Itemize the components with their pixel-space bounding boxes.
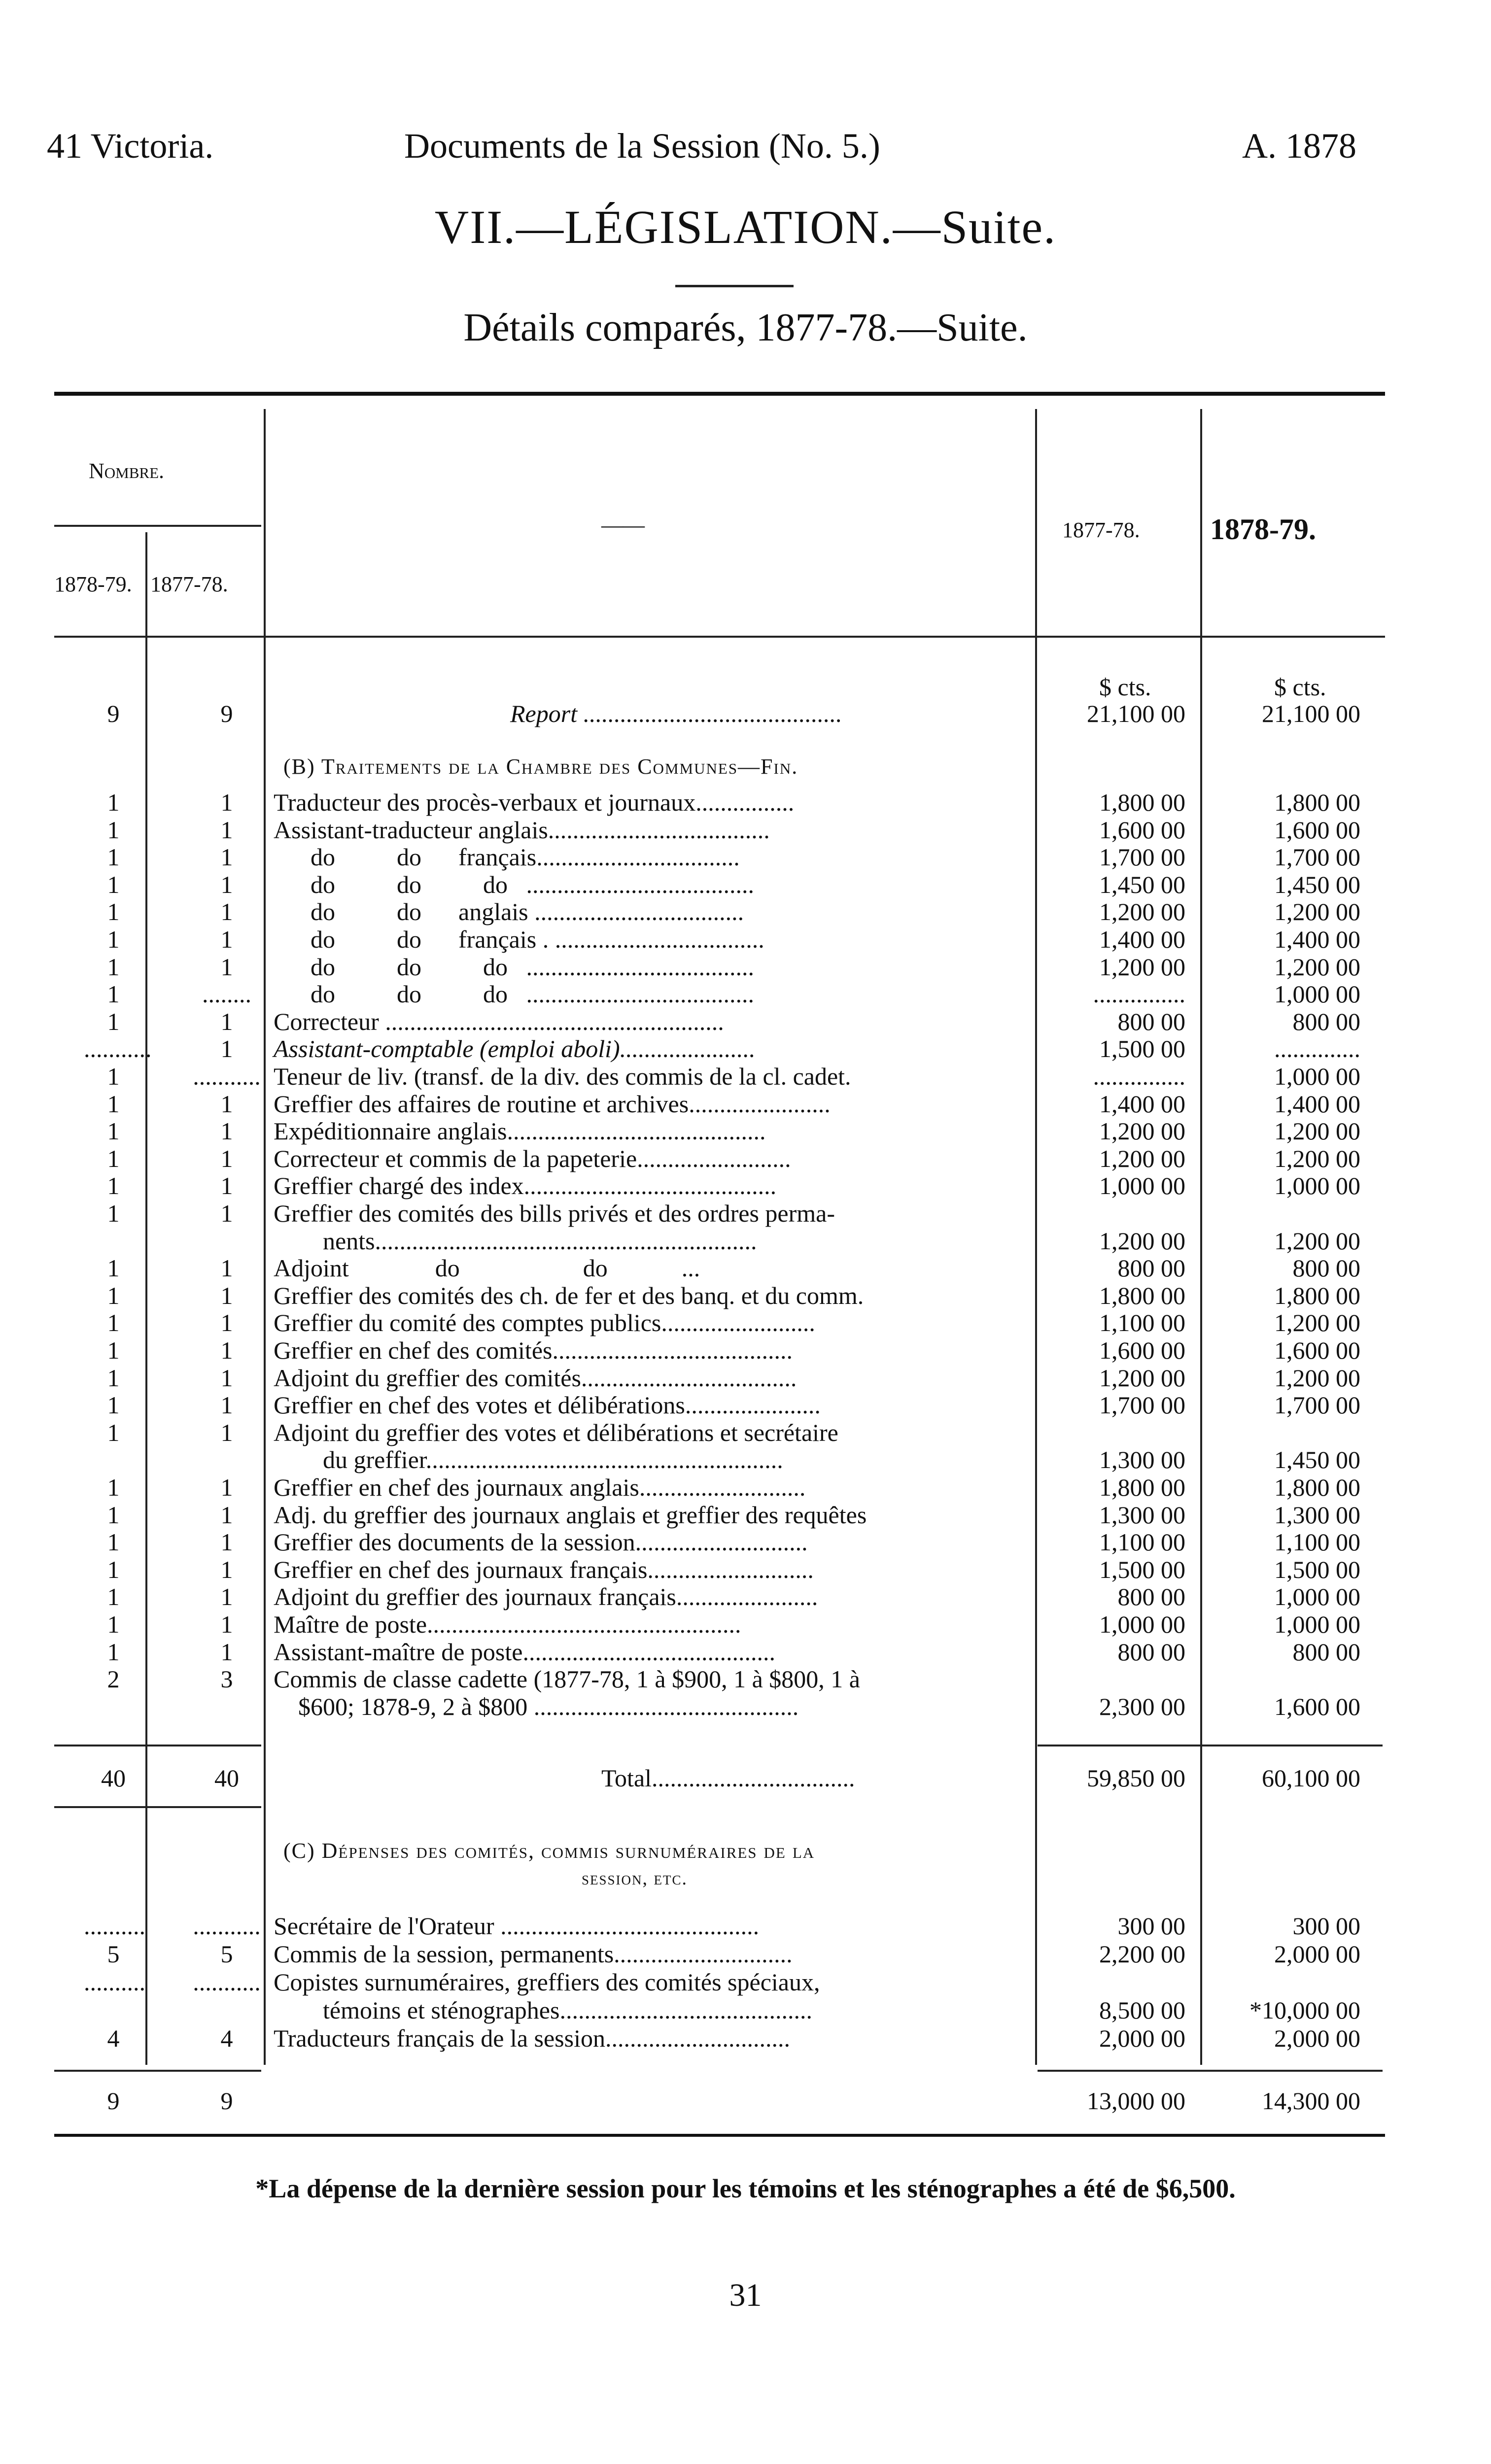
table-row — [0, 1473, 1491, 1501]
table-row — [0, 1282, 1491, 1309]
amount-1877: 1,100 00 — [1099, 1528, 1185, 1556]
count-1878: 1 — [107, 1090, 120, 1118]
count-1877: 1 — [220, 1281, 233, 1309]
amount-1877: 1,200 00 — [1099, 1117, 1185, 1145]
table-row — [0, 1912, 1491, 1940]
amount-1878: 1,000 00 — [1274, 980, 1360, 1008]
header-bottom-rule — [54, 636, 1385, 638]
row-label: Commis de la session, permanents............................. — [274, 1940, 793, 1968]
amount-1878: *10,000 00 — [1249, 1996, 1360, 2024]
count-1877: 4 — [220, 2024, 233, 2052]
amount-1877: 2,300 00 — [1099, 1692, 1185, 1720]
amount-1878: 1,200 00 — [1274, 953, 1360, 981]
amount-1877: 1,000 00 — [1099, 1610, 1185, 1638]
row-label: nents.............................................................. — [274, 1227, 757, 1255]
count-1878: 1 — [107, 1418, 120, 1446]
amount-1877: 1,100 00 — [1099, 1309, 1185, 1337]
table-top-rule — [54, 392, 1385, 396]
amount-1878: 800 00 — [1292, 1007, 1360, 1035]
row-label: Greffier en chef des journaux anglais........................... — [274, 1473, 806, 1501]
count-1878: 1 — [107, 898, 120, 926]
count-1878: 1 — [107, 1528, 120, 1556]
count-1878: .......... — [84, 1968, 145, 1996]
count-1877: 1 — [220, 1035, 233, 1063]
count-1877: 1 — [220, 1090, 233, 1118]
table-row — [0, 1940, 1491, 1968]
row-label: $600; 1878-9, 2 à $800 ........................................... — [274, 1692, 799, 1720]
amount-1877: 800 00 — [1117, 1007, 1185, 1035]
amount-1877: 1,800 00 — [1099, 1473, 1185, 1501]
count-1878: 1 — [107, 1062, 120, 1090]
unit-1877: $ cts. — [1099, 673, 1151, 701]
total-c-count-1878: 9 — [107, 2087, 120, 2115]
count-1878: 1 — [107, 1144, 120, 1172]
total-c-row — [0, 2087, 1491, 2115]
count-1878: 1 — [107, 1501, 120, 1529]
total-b-rule-left — [54, 1745, 261, 1746]
table-row — [0, 898, 1491, 925]
row-label: Assistant-comptable (emploi aboli)...................... — [274, 1035, 756, 1063]
table-row — [0, 843, 1491, 871]
amount-1877: 1,600 00 — [1099, 816, 1185, 844]
amount-1878: 300 00 — [1292, 1912, 1360, 1940]
row-label: Teneur de liv. (transf. de la div. des commis de la cl. cadet. — [274, 1062, 851, 1090]
count-1877: 1 — [220, 1501, 233, 1529]
row-label: Greffier des comités des bills privés et des ordres perma- — [274, 1199, 835, 1227]
amount-1877: 1,300 00 — [1099, 1446, 1185, 1474]
count-1878: 1 — [107, 1007, 120, 1035]
count-1877: 1 — [220, 870, 233, 898]
count-1878: 1 — [107, 870, 120, 898]
row-label: Report .......................................... — [510, 700, 842, 727]
amount-1877: 1,400 00 — [1099, 1090, 1185, 1118]
row-label: Adjoint du greffier des comités................................... — [274, 1364, 797, 1392]
row-label: Adj. du greffier des journaux anglais et greffier des requêtes — [274, 1501, 867, 1529]
count-1878: 1 — [107, 1254, 120, 1282]
amount-1878: 800 00 — [1292, 1638, 1360, 1666]
amount-1878: 1,000 00 — [1274, 1062, 1360, 1090]
count-1878: 1 — [107, 843, 120, 871]
count-1878: 9 — [107, 700, 120, 727]
header-right: A. 1878 — [1242, 126, 1356, 166]
count-1877: 1 — [220, 1473, 233, 1501]
count-1877: 1 — [220, 1638, 233, 1666]
count-1877: 1 — [220, 1117, 233, 1145]
amount-1878: 800 00 — [1292, 1254, 1360, 1282]
row-label: Greffier des documents de la session............................ — [274, 1528, 808, 1556]
amount-1877: 1,200 00 — [1099, 1227, 1185, 1255]
amount-1878: 1,600 00 — [1274, 1692, 1360, 1720]
row-label: Traducteurs français de la session.............................. — [274, 2024, 790, 2052]
amount-1877: 1,400 00 — [1099, 925, 1185, 953]
count-1877: 1 — [220, 925, 233, 953]
amount-1877: 1,500 00 — [1099, 1035, 1185, 1063]
amount-1878: 1,700 00 — [1274, 1391, 1360, 1419]
count-1878: 1 — [107, 953, 120, 981]
table-row — [0, 1364, 1491, 1392]
count-1877: 1 — [220, 1583, 233, 1611]
table-row — [0, 700, 1491, 727]
table-row — [0, 1309, 1491, 1336]
amount-1877: ............... — [1093, 980, 1185, 1008]
count-1877: 5 — [220, 1940, 233, 1968]
count-1878: 1 — [107, 1281, 120, 1309]
total-b-label: Total................................. — [601, 1764, 855, 1792]
count-1878: 4 — [107, 2024, 120, 2052]
row-label: Expéditionnaire anglais.......................................... — [274, 1117, 766, 1145]
table-row — [0, 1446, 1491, 1473]
count-1877: 1 — [220, 1528, 233, 1556]
row-label: Greffier en chef des votes et délibérations...................... — [274, 1391, 821, 1419]
count-1878: 1 — [107, 980, 120, 1008]
table-row — [0, 816, 1491, 844]
row-label: Commis de classe cadette (1877-78, 1 à $900, 1 à $800, 1 à — [274, 1665, 860, 1693]
amount-1878: 1,600 00 — [1274, 816, 1360, 844]
total-c-rule-right — [1038, 2070, 1383, 2072]
amount-1877: 1,600 00 — [1099, 1336, 1185, 1364]
table-row — [0, 1035, 1491, 1062]
footnote: *La dépense de la dernière session pour les témoins et les sténographes a été de $6,500. — [255, 2174, 1236, 2203]
amount-1877: 1,800 00 — [1099, 1281, 1185, 1309]
table-row — [0, 1391, 1491, 1419]
count-1877: 1 — [220, 788, 233, 816]
amount-1878: 21,100 00 — [1262, 700, 1360, 727]
table-row — [0, 788, 1491, 816]
table-row — [0, 1665, 1491, 1693]
header-center: Documents de la Session (No. 5.) — [404, 126, 880, 166]
row-label: Greffier du comité des comptes publics......................... — [274, 1309, 815, 1337]
count-1877: 1 — [220, 816, 233, 844]
amount-1877: 800 00 — [1117, 1638, 1185, 1666]
col-header-1878-79-amount: 1878-79. — [1210, 513, 1316, 546]
amount-1877: 1,500 00 — [1099, 1555, 1185, 1583]
amount-1877: 8,500 00 — [1099, 1996, 1185, 2024]
col-header-nombre: Nombre. — [89, 459, 165, 483]
section-c-heading-2: session, etc. — [582, 1868, 688, 1889]
count-1877: 3 — [220, 1665, 233, 1693]
total-c-count-1877: 9 — [220, 2087, 233, 2115]
count-1877: 1 — [220, 1555, 233, 1583]
table-row — [0, 1968, 1491, 1996]
table-row — [0, 925, 1491, 953]
total-b-row — [0, 1764, 1491, 1792]
amount-1878: 1,400 00 — [1274, 925, 1360, 953]
table-row — [0, 1090, 1491, 1118]
table-row — [0, 1227, 1491, 1255]
count-1878: 1 — [107, 1638, 120, 1666]
amount-1877: 1,000 00 — [1099, 1172, 1185, 1200]
amount-1877: 300 00 — [1117, 1912, 1185, 1940]
count-1878: 1 — [107, 1473, 120, 1501]
table-row — [0, 1008, 1491, 1035]
amount-1878: 1,000 00 — [1274, 1172, 1360, 1200]
count-1877: ........... — [193, 1968, 261, 1996]
total-b-count-1877: 40 — [214, 1764, 239, 1792]
count-1878: 1 — [107, 1336, 120, 1364]
table-row — [0, 1199, 1491, 1227]
table-row — [0, 871, 1491, 898]
amount-1878: 1,450 00 — [1274, 1446, 1360, 1474]
count-1877: ........... — [193, 1062, 261, 1090]
table-row — [0, 1145, 1491, 1172]
row-label: Maître de poste................................................... — [274, 1610, 741, 1638]
page-subtitle: Détails comparés, 1877-78.—Suite. — [463, 306, 1028, 349]
row-label: Assistant-traducteur anglais.................................... — [274, 816, 770, 844]
amount-1878: 1,300 00 — [1274, 1501, 1360, 1529]
unit-1878: $ cts. — [1274, 673, 1326, 701]
table-row — [0, 2024, 1491, 2052]
nombre-rule — [54, 525, 261, 527]
table-row — [0, 1254, 1491, 1282]
amount-1877: 1,800 00 — [1099, 788, 1185, 816]
row-label: Correcteur ....................................................... — [274, 1007, 724, 1035]
count-1877: 1 — [220, 1336, 233, 1364]
amount-1878: .............. — [1274, 1035, 1360, 1063]
count-1878: 2 — [107, 1665, 120, 1693]
count-1878: 1 — [107, 1117, 120, 1145]
row-label: Adjoint du greffier des journaux français....................... — [274, 1583, 818, 1611]
amount-1878: 1,400 00 — [1274, 1090, 1360, 1118]
col-header-1877-78-amount: 1877-78. — [1062, 518, 1140, 542]
count-1877: 1 — [220, 1254, 233, 1282]
row-label: Greffier en chef des comités....................................... — [274, 1336, 793, 1364]
amount-1878: 1,450 00 — [1274, 870, 1360, 898]
total-c-rule-left — [54, 2070, 261, 2072]
count-1878: 1 — [107, 788, 120, 816]
amount-1878: 2,000 00 — [1274, 1940, 1360, 1968]
amount-1877: ............... — [1093, 1062, 1185, 1090]
amount-1877: 1,200 00 — [1099, 953, 1185, 981]
total-c-1877: 13,000 00 — [1087, 2087, 1185, 2115]
row-label: do do français................................. — [274, 843, 740, 871]
total-c-1878: 14,300 00 — [1262, 2087, 1360, 2115]
row-label: do do do ..................................... — [274, 953, 754, 981]
col-header-1877-78-count: 1877-78. — [150, 572, 228, 596]
amount-1878: 1,500 00 — [1274, 1555, 1360, 1583]
amount-1877: 1,450 00 — [1099, 870, 1185, 898]
table-row — [0, 1610, 1491, 1638]
row-label: Greffier en chef des journaux français........................... — [274, 1555, 814, 1583]
count-1877: 1 — [220, 953, 233, 981]
row-label: Correcteur et commis de la papeterie......................... — [274, 1144, 791, 1172]
table-row — [0, 953, 1491, 981]
count-1878: 1 — [107, 1199, 120, 1227]
count-1878: 1 — [107, 1172, 120, 1200]
table-row — [0, 1556, 1491, 1583]
total-b-rule-right — [1038, 1745, 1383, 1746]
count-1878: 1 — [107, 1391, 120, 1419]
amount-1878: 1,200 00 — [1274, 1364, 1360, 1392]
row-label: Greffier des comités des ch. de fer et des banq. et du comm. — [274, 1281, 864, 1309]
amount-1877: 1,200 00 — [1099, 898, 1185, 926]
amount-1877: 21,100 00 — [1087, 700, 1185, 727]
amount-1878: 1,800 00 — [1274, 1281, 1360, 1309]
amount-1877: 800 00 — [1117, 1583, 1185, 1611]
amount-1878: 1,000 00 — [1274, 1583, 1360, 1611]
page-number: 31 — [729, 2277, 762, 2313]
amount-1878: 1,600 00 — [1274, 1336, 1360, 1364]
amount-1878: 1,200 00 — [1274, 1117, 1360, 1145]
count-1878: .......... — [84, 1912, 145, 1940]
amount-1878: 1,000 00 — [1274, 1610, 1360, 1638]
count-1877: 1 — [220, 1418, 233, 1446]
count-1878: 1 — [107, 925, 120, 953]
total-b-1877: 59,850 00 — [1087, 1764, 1185, 1792]
count-1878: 1 — [107, 816, 120, 844]
section-b-heading: (B) Traitements de la Chambre des Communes—Fin. — [283, 754, 798, 779]
row-label: Assistant-maître de poste......................................... — [274, 1638, 775, 1666]
row-label: do do anglais .................................. — [274, 898, 744, 926]
count-1878: 1 — [107, 1555, 120, 1583]
count-1878: 1 — [107, 1309, 120, 1337]
row-label: Greffier chargé des index......................................... — [274, 1172, 777, 1200]
table-row — [0, 980, 1491, 1008]
amount-1877: 800 00 — [1117, 1254, 1185, 1282]
amount-1877: 1,700 00 — [1099, 843, 1185, 871]
table-row — [0, 1501, 1491, 1529]
table-row — [0, 1062, 1491, 1090]
table-row — [0, 1336, 1491, 1364]
amount-1878: 1,200 00 — [1274, 1309, 1360, 1337]
table-bottom-rule — [54, 2134, 1385, 2137]
count-1878: 1 — [107, 1610, 120, 1638]
section-c-heading-1: (C) Dépenses des comités, commis surnuméraires de la — [283, 1839, 815, 1863]
row-label: do do français . .................................. — [274, 925, 764, 953]
count-1877: 1 — [220, 1391, 233, 1419]
amount-1878: 1,200 00 — [1274, 1227, 1360, 1255]
row-label: Adjoint du greffier des votes et délibérations et secrétaire — [274, 1418, 838, 1446]
table-row — [0, 1528, 1491, 1556]
amount-1878: 2,000 00 — [1274, 2024, 1360, 2052]
count-1878: 1 — [107, 1583, 120, 1611]
count-1878: 5 — [107, 1940, 120, 1968]
amount-1877: 2,000 00 — [1099, 2024, 1185, 2052]
table-row — [0, 1117, 1491, 1145]
count-1877: 1 — [220, 1172, 233, 1200]
row-label: do do do ..................................... — [274, 980, 754, 1008]
row-label: Greffier des affaires de routine et archives....................... — [274, 1090, 831, 1118]
total-b-bottom-rule — [54, 1806, 261, 1808]
amount-1878: 1,800 00 — [1274, 788, 1360, 816]
header-left: 41 Victoria. — [47, 126, 214, 166]
row-label: Traducteur des procès-verbaux et journaux................ — [274, 788, 795, 816]
count-1877: 1 — [220, 898, 233, 926]
amount-1878: 1,200 00 — [1274, 1144, 1360, 1172]
count-1877: 9 — [220, 700, 233, 727]
table-row — [0, 1172, 1491, 1199]
col-header-1878-79-count: 1878-79. — [54, 572, 132, 596]
row-label: Copistes surnuméraires, greffiers des comités spéciaux, — [274, 1968, 820, 1996]
count-1877: 1 — [220, 1610, 233, 1638]
count-1877: 1 — [220, 843, 233, 871]
row-label: Secrétaire de l'Orateur .......................................... — [274, 1912, 760, 1940]
amount-1878: 1,100 00 — [1274, 1528, 1360, 1556]
count-1877: ........ — [202, 980, 251, 1008]
table-row — [0, 1996, 1491, 2024]
table-row — [0, 1419, 1491, 1446]
table-row — [0, 1693, 1491, 1720]
amount-1877: 1,200 00 — [1099, 1144, 1185, 1172]
count-1877: 1 — [220, 1199, 233, 1227]
count-1878: ........... — [84, 1035, 152, 1063]
amount-1877: 1,200 00 — [1099, 1364, 1185, 1392]
col-header-desc: —— — [601, 513, 645, 537]
amount-1878: 1,800 00 — [1274, 1473, 1360, 1501]
amount-1877: 1,700 00 — [1099, 1391, 1185, 1419]
row-label: Adjoint do do ... — [274, 1254, 700, 1282]
count-1877: 1 — [220, 1144, 233, 1172]
count-1877: 1 — [220, 1364, 233, 1392]
count-1877: ........... — [193, 1912, 261, 1940]
table-row — [0, 1583, 1491, 1610]
title-rule — [675, 285, 794, 287]
count-1878: 1 — [107, 1364, 120, 1392]
row-label: témoins et sténographes......................................... — [274, 1996, 812, 2024]
total-b-count-1878: 40 — [101, 1764, 126, 1792]
amount-1877: 1,300 00 — [1099, 1501, 1185, 1529]
row-label: du greffier.......................................................... — [274, 1446, 783, 1474]
table-row — [0, 1638, 1491, 1666]
count-1877: 1 — [220, 1309, 233, 1337]
amount-1877: 2,200 00 — [1099, 1940, 1185, 1968]
page-title: VII.—LÉGISLATION.—Suite. — [434, 201, 1057, 253]
row-label: do do do ..................................... — [274, 870, 754, 898]
count-1877: 1 — [220, 1007, 233, 1035]
amount-1878: 1,200 00 — [1274, 898, 1360, 926]
amount-1878: 1,700 00 — [1274, 843, 1360, 871]
total-b-1878: 60,100 00 — [1262, 1764, 1360, 1792]
